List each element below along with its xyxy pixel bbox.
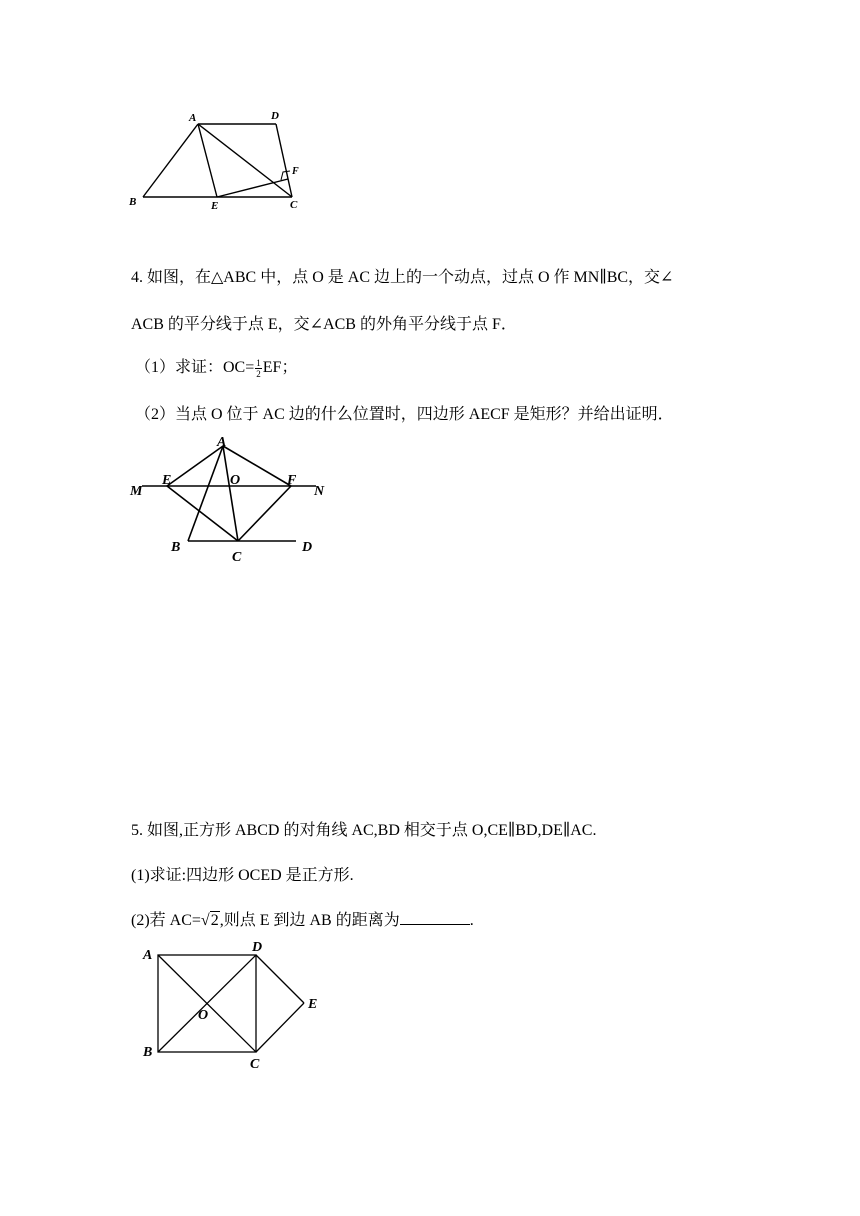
- label-B: B: [129, 196, 137, 208]
- problem5-diagram: [135, 935, 335, 1075]
- label-C: C: [290, 199, 298, 211]
- problem4-part1: [135, 354, 297, 379]
- label-C: C: [232, 550, 242, 565]
- problem5-part1: (1)求证:四边形 OCED 是正方形.: [131, 867, 354, 884]
- label-F: F: [292, 166, 299, 177]
- segment-AE: [167, 446, 223, 486]
- segment-EF: [217, 179, 288, 197]
- problem5-part2: [131, 907, 474, 930]
- sqrt-2: [201, 912, 220, 930]
- part2-prefix: (2)若 AC=: [131, 912, 201, 929]
- segment-DE: [256, 955, 304, 1003]
- part1-suffix: EF；: [262, 359, 298, 376]
- answer-blank[interactable]: [400, 910, 470, 925]
- segment-EC: [167, 486, 238, 541]
- segment-AE: [198, 124, 217, 197]
- segment-AB: [143, 124, 198, 197]
- label-D: D: [302, 540, 313, 555]
- part2-suffix: ,则点 E 到边 AB 的距离为: [219, 912, 400, 929]
- label-A: A: [189, 112, 197, 124]
- label-A: A: [217, 435, 227, 450]
- half-fraction: [255, 358, 262, 379]
- segment-AC: [223, 446, 241, 541]
- label-N: N: [314, 484, 325, 499]
- label-O: O: [198, 1008, 209, 1023]
- label-D: D: [252, 940, 263, 955]
- problem4-part2: （2）当点 O 位于 AC 边的什么位置时，四边形 AECF 是矩形？并给出证明．: [135, 406, 674, 423]
- figure-1-diagram: [120, 105, 320, 215]
- label-D: D: [271, 110, 279, 122]
- problem4-line2: ACB 的平分线于点 E，交∠ACB 的外角平分线于点 F．: [131, 316, 517, 333]
- label-B: B: [143, 1045, 153, 1060]
- label-C: C: [250, 1057, 260, 1072]
- radicand: 2: [210, 912, 219, 929]
- radical-sign: √: [200, 912, 210, 929]
- segment-CE: [256, 1003, 304, 1052]
- label-E: E: [211, 200, 219, 212]
- part1-prefix: （1）求证：OC=: [135, 359, 255, 376]
- label-O: O: [230, 473, 241, 488]
- problem5-line1: 5. 如图,正方形 ABCD 的对角线 AC,BD 相交于点 O,CE∥BD,DE∥AC.: [131, 822, 597, 839]
- part2-end: .: [469, 912, 474, 929]
- problem4-diagram: [125, 430, 335, 568]
- label-B: B: [171, 540, 181, 555]
- segment-AB: [188, 446, 223, 541]
- label-F: F: [287, 473, 297, 488]
- label-E: E: [308, 997, 318, 1012]
- label-E: E: [162, 473, 172, 488]
- label-A: A: [143, 948, 153, 963]
- segment-FC: [238, 486, 291, 541]
- fraction-denominator: 2: [256, 368, 261, 379]
- fraction-numerator: 1: [256, 357, 261, 368]
- problem4-line1: 4. 如图，在△ABC 中，点 O 是 AC 边上的一个动点，过点 O 作 MN∥BC，交∠: [131, 269, 674, 286]
- label-M: M: [130, 484, 143, 499]
